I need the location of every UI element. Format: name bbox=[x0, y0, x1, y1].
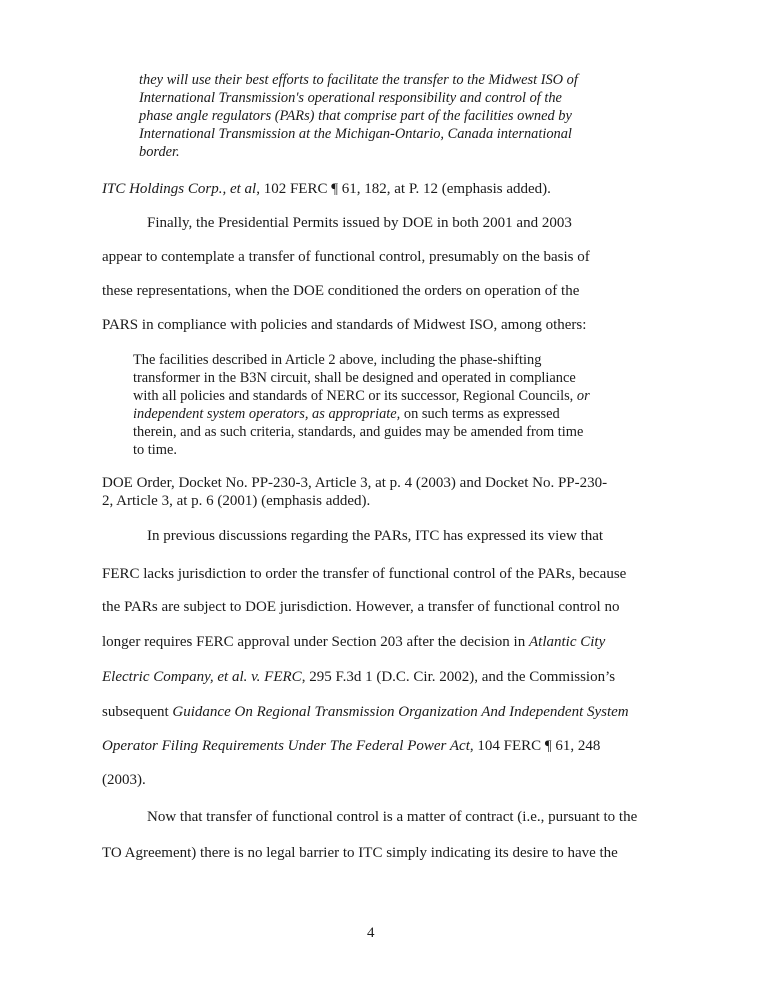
para2-line bbox=[102, 737, 600, 755]
para1-line: PARS in compliance with policies and standards of Midwest ISO, among others: bbox=[102, 317, 587, 333]
para2-line: FERC lacks jurisdiction to order the transfer of functional control of the PARs, because bbox=[102, 566, 627, 582]
para2-line bbox=[102, 633, 605, 651]
quote2-line: to time. bbox=[133, 442, 177, 458]
para2-line bbox=[102, 703, 629, 721]
para3-line: Now that transfer of functional control is a matter of contract (i.e., pursuant to the bbox=[147, 809, 638, 825]
quote2-line: The facilities described in Article 2 above, including the phase-shifting bbox=[133, 352, 542, 368]
para2-text: longer requires FERC approval under Section 203 after the decision in bbox=[102, 634, 529, 650]
quote1-line: border. bbox=[139, 144, 180, 160]
citation2-line: 2, Article 3, at p. 6 (2001) (emphasis added). bbox=[102, 493, 371, 509]
citation1-text: , 102 FERC ¶ 61, 182, at P. 12 (emphasis added). bbox=[256, 181, 551, 197]
para2-text: , 295 F.3d 1 (D.C. Cir. 2002), and the Commission’s bbox=[301, 669, 616, 685]
quote2-emphasis: independent system operators, as appropriate, bbox=[133, 406, 401, 422]
para2-line: (2003). bbox=[102, 772, 146, 788]
para3-line: TO Agreement) there is no legal barrier to ITC simply indicating its desire to have the bbox=[102, 845, 618, 861]
para2-line bbox=[102, 668, 615, 686]
para2-case-name: Electric Company, et al. v. FERC bbox=[102, 669, 302, 685]
para1-line: these representations, when the DOE conditioned the orders on operation of the bbox=[102, 283, 580, 299]
para1-line: Finally, the Presidential Permits issued by DOE in both 2001 and 2003 bbox=[147, 215, 572, 231]
quote2-line bbox=[133, 387, 590, 405]
para1-line: appear to contemplate a transfer of functional control, presumably on the basis of bbox=[102, 249, 590, 265]
quote1-line: International Transmission at the Michigan-Ontario, Canada international bbox=[139, 126, 572, 142]
quote2-line bbox=[133, 405, 560, 423]
para2-text: , 104 FERC ¶ 61, 248 bbox=[469, 738, 601, 754]
para2-line: the PARs are subject to DOE jurisdiction. However, a transfer of functional control no bbox=[102, 599, 620, 615]
para2-document-title: Operator Filing Requirements Under The Federal Power Act bbox=[102, 738, 470, 754]
quote2-emphasis: or bbox=[576, 388, 590, 404]
para2-text: subsequent bbox=[102, 704, 173, 720]
quote2-line: therein, and as such criteria, standards, and guides may be amended from time bbox=[133, 424, 584, 440]
para2-document-title: Guidance On Regional Transmission Organization And Independent System bbox=[172, 704, 629, 720]
quote2-line: transformer in the B3N circuit, shall be designed and operated in compliance bbox=[133, 370, 576, 386]
para2-case-name: Atlantic City bbox=[528, 634, 606, 650]
quote1-line: phase angle regulators (PARs) that comprise part of the facilities owned by bbox=[139, 108, 572, 124]
para2-line: In previous discussions regarding the PARs, ITC has expressed its view that bbox=[147, 528, 604, 544]
quote1-line: International Transmission's operational responsibility and control of the bbox=[139, 90, 562, 106]
quote2-text: with all policies and standards of NERC or its successor, Regional Councils, bbox=[133, 388, 577, 404]
page-number: 4 bbox=[367, 925, 375, 941]
quote1-line: they will use their best efforts to facilitate the transfer to the Midwest ISO of bbox=[139, 72, 578, 88]
citation1-case-name: ITC Holdings Corp., et al bbox=[102, 181, 257, 197]
citation2-line: DOE Order, Docket No. PP-230-3, Article 3, at p. 4 (2003) and Docket No. PP-230- bbox=[102, 475, 608, 491]
quote2-text: on such terms as expressed bbox=[400, 406, 560, 422]
citation1 bbox=[102, 180, 551, 198]
